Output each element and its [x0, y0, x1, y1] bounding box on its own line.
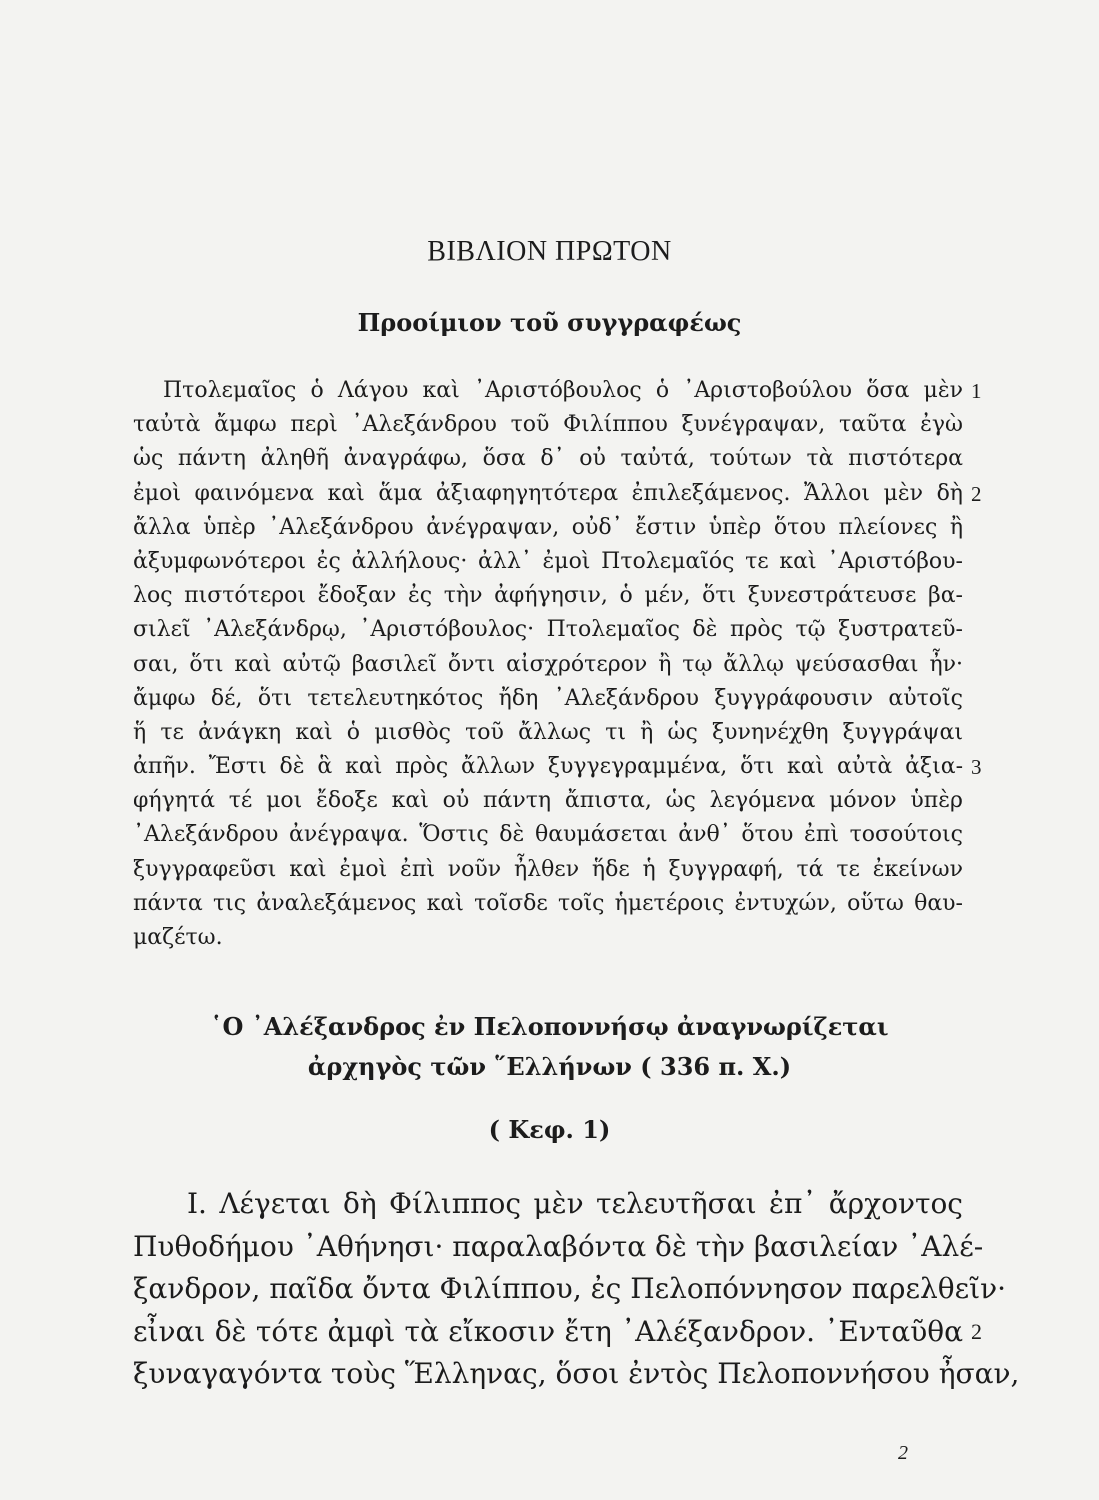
main-line: ξανδρον, παῖδα ὄντα Φιλίππου, ἐς Πελοπόννησον παρελθεῖν· [133, 1272, 1007, 1305]
preface-line: λος πιστότεροι ἔδοξαν ἐς τὴν ἀφήγησιν, ὁ μέν, ὅτι ξυνεστράτευσε βα- [133, 583, 963, 609]
preface-line: ξυγγραφεῦσι καὶ ἐμοὶ ἐπὶ νοῦν ἦλθεν ἥδε ἡ ξυγγραφή, τά τε ἐκείνων [133, 856, 963, 882]
preface-line: μαζέτω. [133, 925, 223, 950]
margin-section-number: 3 [971, 755, 982, 780]
preface-line: ᾿Αλεξάνδρου ἀνέγραψα. Ὅστις δὲ θαυμάσεται ἀνθ᾿ ὅτου ἐπὶ τοσούτοις [133, 822, 963, 848]
preface-line: ἐμοὶ φαινόμενα καὶ ἅμα ἀξιαφηγητότερα ἐπιλεξάμενος. Ἄλλοι μὲν δὴ 2 [133, 477, 963, 511]
preface-line: ἥ τε ἀνάγκη καὶ ὁ μισθὸς τοῦ ἄλλως τι ἢ ὡς ξυνηνέχθη ξυγγράψαι [133, 719, 963, 745]
preface-line: ὡς πάντη ἀληθῆ ἀναγράφω, ὅσα δ᾿ οὐ ταὐτά, τούτων τὰ πιστότερα [133, 446, 963, 472]
preface-line: πάντα τις ἀναλεξάμενος καὶ τοῖσδε τοῖς ἡμετέροις ἐντυχών, οὕτω θαυ- [133, 890, 963, 916]
preface-line: ἄλλα ὑπὲρ ᾿Αλεξάνδρου ἀνέγραψαν, οὐδ᾿ ἔστιν ὑπὲρ ὅτου πλείονες ἢ [133, 514, 963, 540]
preface-line: ἀπῆν. Ἔστι δὲ ἃ καὶ πρὸς ἄλλων ξυγγεγραμμένα, ὅτι καὶ αὐτὰ ἀξια- 3 [133, 750, 963, 784]
main-line: ξυναγαγόντα τοὺς Ἕλληνας, ὅσοι ἐντὸς Πελοποννήσου ἦσαν, [133, 1357, 1020, 1390]
main-line: εἶναι δὲ τότε ἀμφὶ τὰ εἴκοσιν ἔτη ᾿Αλέξανδρον. ᾿Ενταῦθα 2 [133, 1311, 963, 1354]
margin-section-number: 2 [971, 481, 982, 506]
chapter-label: ( Κεφ. 1) [488, 1115, 611, 1144]
preface-line: ταὐτὰ ἄμφω περὶ ᾿Αλεξάνδρου τοῦ Φιλίππου ξυνέγραψαν, ταῦτα ἐγὼ [133, 412, 963, 438]
preface-line: σαι, ὅτι καὶ αὐτῷ βασιλεῖ ὄντι αἰσχρότερον ἢ τῳ ἄλλῳ ψεύσασθαι ἦν· [133, 651, 963, 677]
preface-line: ἀξυμφωνότεροι ἐς ἀλλήλους· ἀλλ᾿ ἐμοὶ Πτολεμαῖός τε καὶ ᾿Αριστόβου- [133, 548, 963, 574]
section-title-line-1: ῾Ο ᾿Αλέξανδρος ἐν Πελοποννήσῳ ἀναγνωρίζεται [210, 1012, 889, 1041]
book-title: ΒΙΒΛΙΟΝ ΠΡΩΤΟΝ [427, 236, 672, 267]
page-number: 2 [898, 1442, 908, 1464]
section-title-line-2: ἀρχηγὸς τῶν ῞Ελλήνων ( 336 π. Χ.) [307, 1052, 792, 1081]
preface-line: σιλεῖ ᾿Αλεξάνδρῳ, ᾿Αριστόβουλος· Πτολεμαῖος δὲ πρὸς τῷ ξυστρατεῦ- [133, 617, 963, 643]
margin-section-number: 1 [971, 379, 982, 403]
main-text [133, 1183, 1020, 1396]
preface-line: ἄμφω δέ, ὅτι τετελευτηκότος ἤδη ᾿Αλεξάνδρου ξυγγράφουσιν αὐτοῖς [133, 685, 963, 711]
preface-line: φήγητά τέ μοι ἔδοξε καὶ οὐ πάντη ἄπιστα, ὡς λεγόμενα μόνον ὑπὲρ [133, 788, 963, 814]
margin-section-number: 2 [971, 1318, 982, 1344]
main-line: Ι. Λέγεται δὴ Φίλιππος μὲν τελευτῆσαι ἐπ᾿ ἄρχοντος [187, 1187, 963, 1220]
preface-title: Προοίμιον τοῦ συγγραφέως [357, 308, 742, 337]
main-line: Πυθοδήμου ᾿Αθήνησι· παραλαβόντα δὲ τὴν βασιλείαν ᾿Αλέ- [133, 1229, 984, 1263]
preface-line: Πτολεμαῖος ὁ Λάγου καὶ ᾿Αριστόβουλος ὁ ᾿Αριστοβούλου ὅσα μὲν 1 [133, 374, 963, 408]
preface-text [133, 374, 982, 955]
